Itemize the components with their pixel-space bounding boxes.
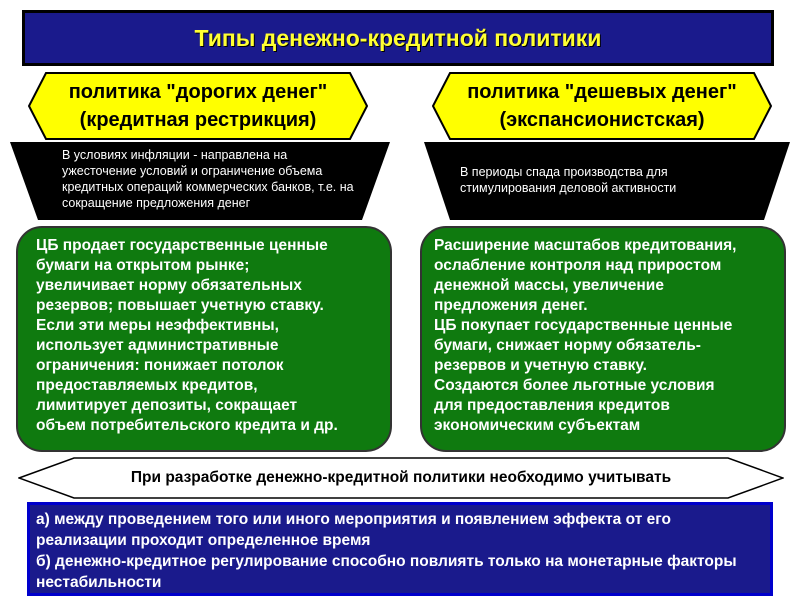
cheap-money-condition-text: В периоды спада производства для стимулирования деловой активности bbox=[460, 165, 677, 195]
cheap-money-measures-text: Расширение масштабов кредитования, ослабление контроля над приростом денежной массы, увеличение предложения денег. ЦБ покупает государственные ценные бумаги, снижает норму обязатель- резервов и учетную ставку. Создаются более льготные условия для предоставления кредитов экономическим субъектам bbox=[434, 237, 737, 434]
expensive-money-subtitle: (кредитная рестрикция) bbox=[79, 109, 317, 131]
considerations-box bbox=[27, 502, 773, 596]
expensive-money-condition-text: В условиях инфляции - направлена на ужесточение условий и ограничение объема кредитных операций коммерческих банков, т.е. на сокращение предложения денег bbox=[62, 148, 354, 210]
title-bar bbox=[22, 10, 774, 66]
expensive-money-condition bbox=[10, 142, 390, 220]
cheap-money-header bbox=[432, 72, 772, 140]
cheap-money-subtitle: (экспансионистская) bbox=[499, 109, 705, 131]
cheap-money-measures bbox=[420, 226, 786, 452]
note-b: б) денежно-кредитное регулирование способно повлиять только на монетарные факторы нестабильности bbox=[36, 553, 737, 591]
cheap-money-title: политика "дешевых денег" bbox=[467, 81, 737, 103]
expensive-money-title: политика "дорогих денег" bbox=[68, 81, 328, 103]
cheap-money-condition bbox=[424, 142, 790, 220]
page-title: Типы денежно-кредитной политики bbox=[194, 24, 602, 51]
considerations-arrow bbox=[18, 456, 784, 500]
considerations-heading: При разработке денежно-кредитной политики необходимо учитывать bbox=[130, 469, 672, 486]
expensive-money-measures bbox=[16, 226, 392, 452]
note-a: а) между проведением того или иного мероприятия и появлением эффекта от его реализации проходит определенное время bbox=[36, 511, 671, 549]
expensive-money-header bbox=[28, 72, 368, 140]
expensive-money-measures-text: ЦБ продает государственные ценные бумаги на открытом рынке; увеличивает норму обязательных резервов; повышает учетную ставку. Если эти меры неэффективны, использует административные ограничения: понижает потолок предоставляемых кредитов, лимитирует депозиты, сокращает объем потребительского кредита и др. bbox=[36, 237, 338, 434]
